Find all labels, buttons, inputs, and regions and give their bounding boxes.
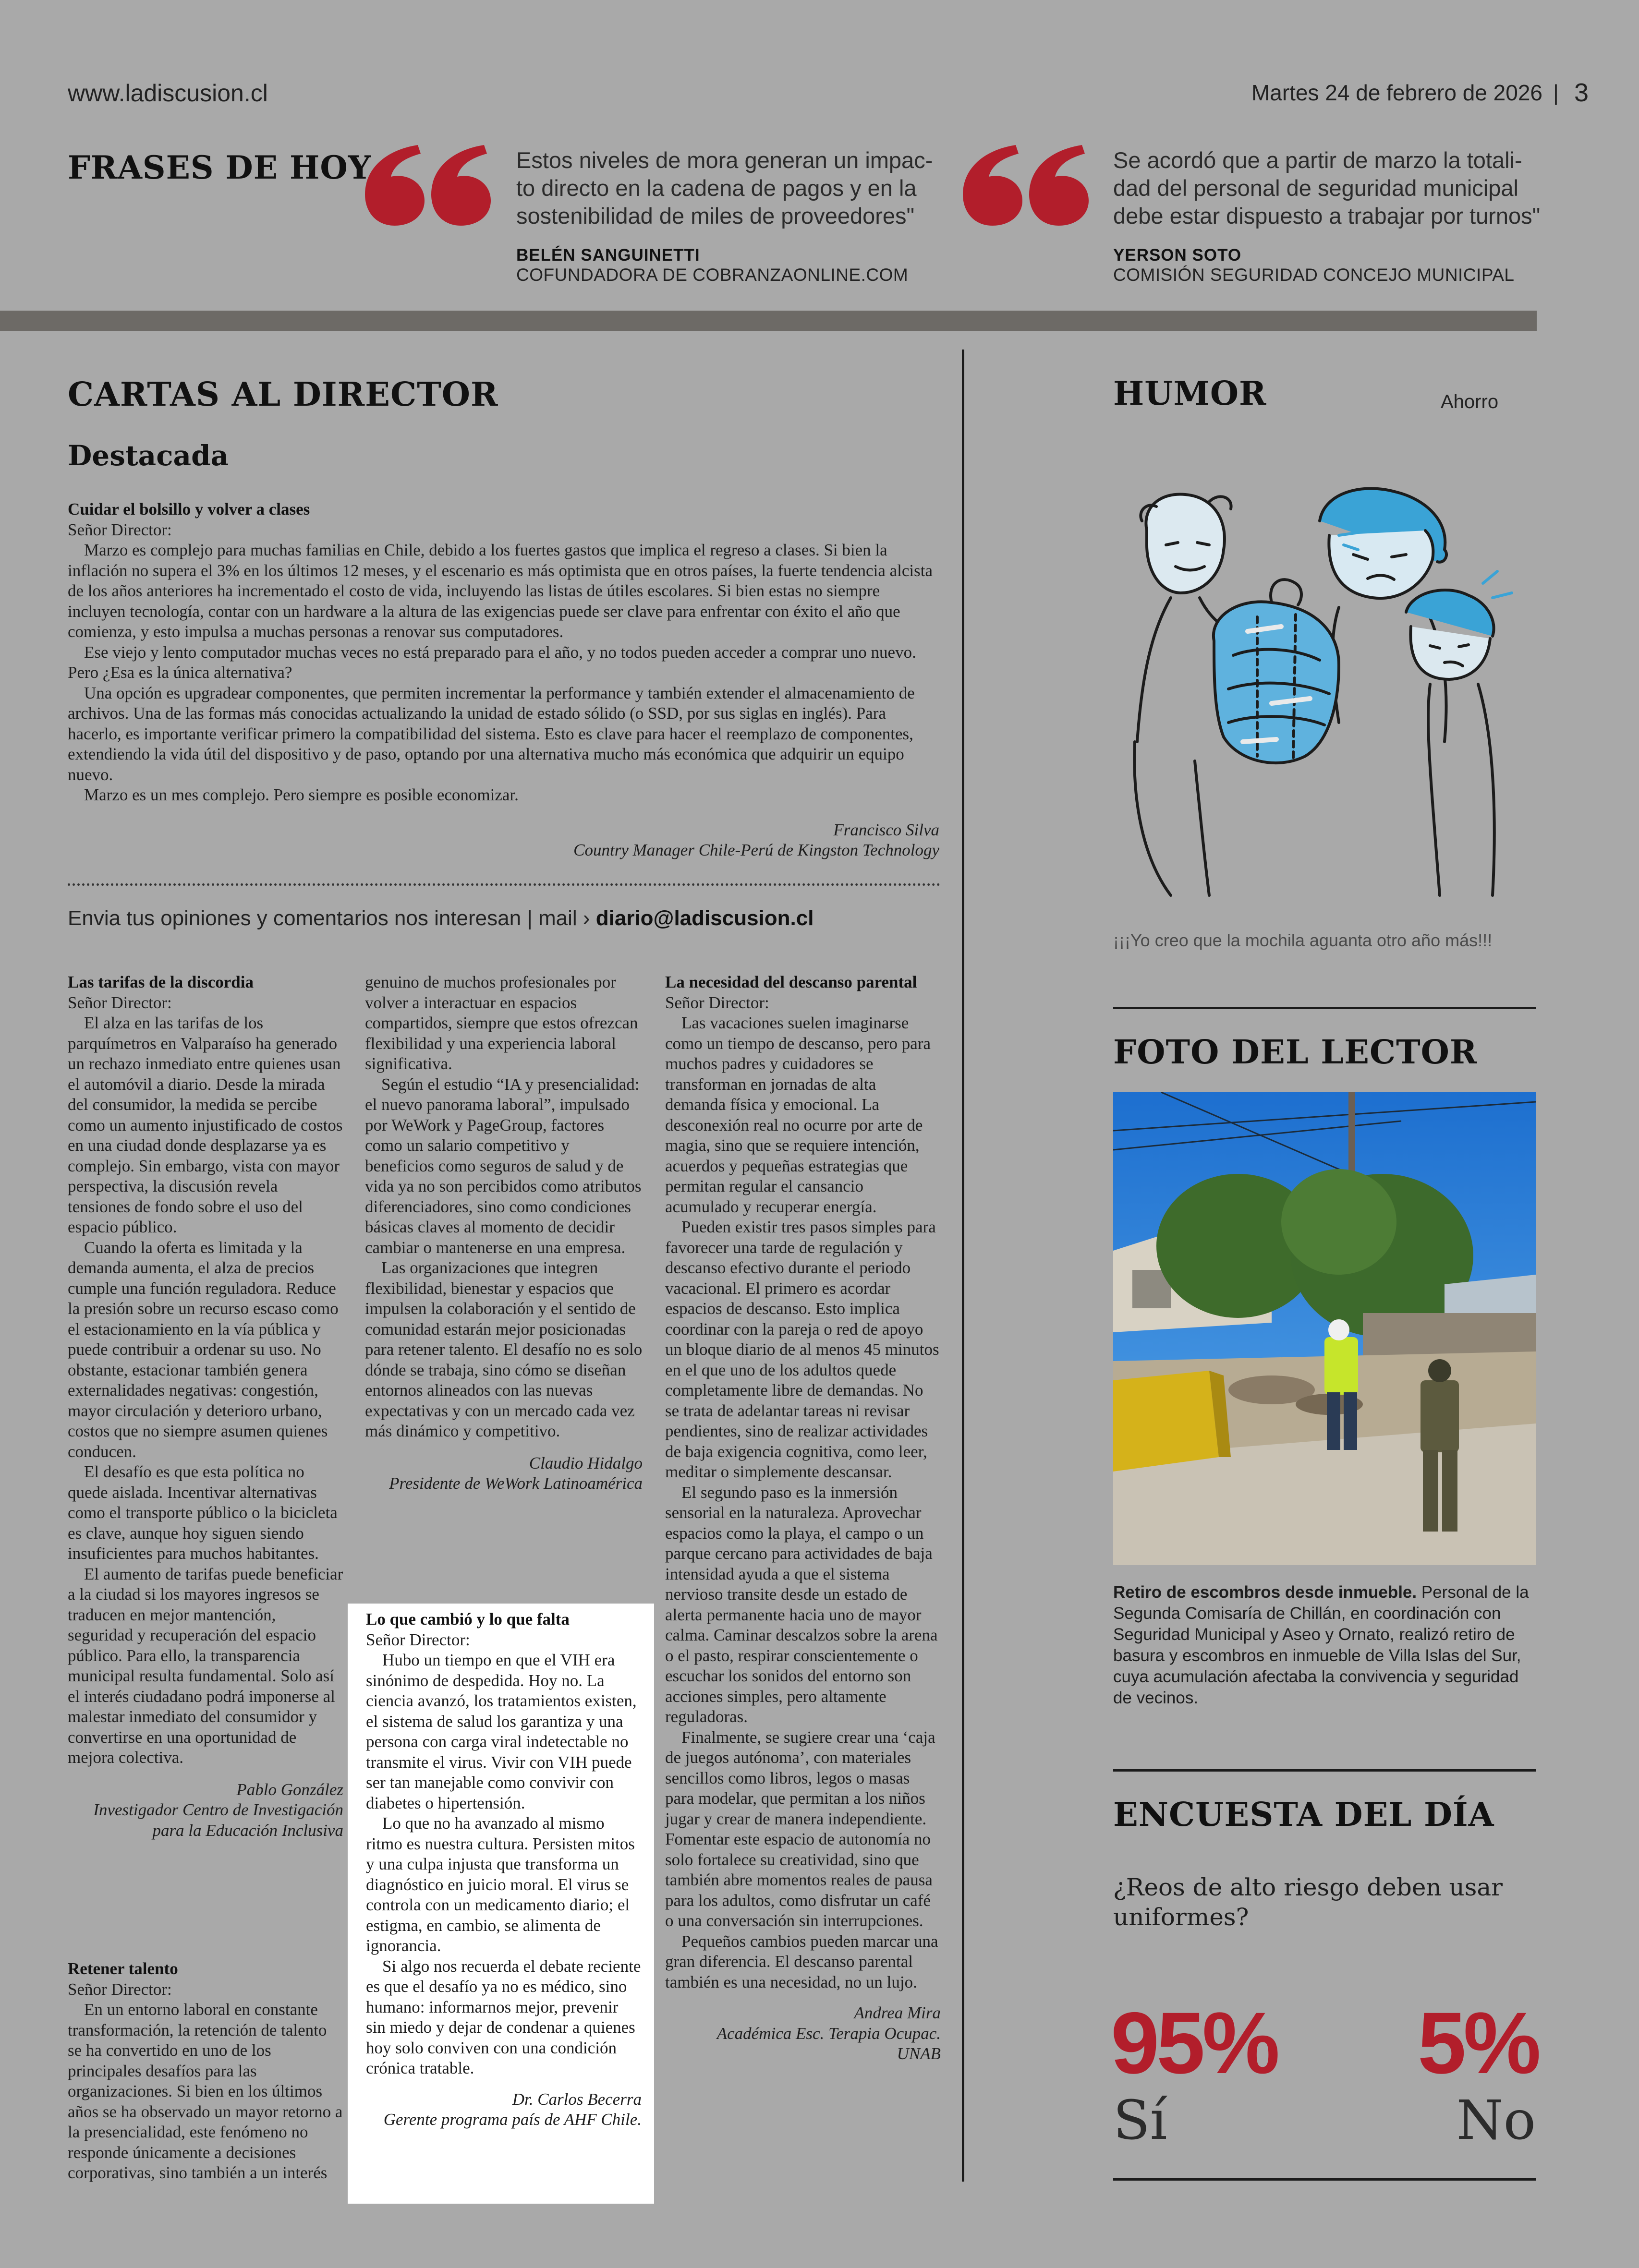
cartas-title: CARTAS AL DIRECTOR xyxy=(68,375,498,414)
contact-email-link[interactable]: diario@ladiscusion.cl xyxy=(595,906,814,930)
humor-title: HUMOR xyxy=(1113,374,1267,413)
poll-yes-label: Sí xyxy=(1113,2089,1167,2152)
paragraph: Las vacaciones suelen imaginarse como un tiempo de descanso, pero para muchos padres y cuidadores se transforman en jornadas de alta demanda física y emocional. La desconexión real no ocurre por arte de magia, sino que se requiere intención, acuerdos y pequeñas estrategias que permitan regular el cansancio acumulado y recuperar energía. xyxy=(665,1013,931,1216)
paragraph: Marzo es complejo para muchas familias en Chile, debido a los fuertes gastos que implica el regreso a clases. Si bien la inflación no supera el 3% en los últimos 12 meses, y el escenario es más optimista que en otros países, la fuerte tendencia alcista de los años anteriores ha incrementado el costo de vida, incluyendo las listas de útiles escolares. Si bien estas no siempre incluyen tecnología, contar con un hardware a la altura de las exigencias puede ser clave para enfrentar con éxito el año que comienza, y esto impulsa a muchas personas a renovar sus computadores. xyxy=(68,541,933,641)
paragraph: Marzo es un mes complejo. Pero siempre es posible economizar. xyxy=(84,785,519,804)
signature-name: Dr. Carlos Becerra xyxy=(512,2089,642,2109)
letter-talento-part1 xyxy=(68,1959,343,2184)
quote-mark-icon xyxy=(963,144,1089,226)
signature-role: para la Educación Inclusiva xyxy=(152,1821,343,1840)
signature-role: Investigador Centro de Investigación xyxy=(93,1800,343,1819)
signature-name: Andrea Mira xyxy=(854,2003,941,2022)
signature-role: Académica Esc. Terapia Ocupac. xyxy=(716,2024,941,2043)
salutation: Señor Director: xyxy=(366,1630,470,1649)
salutation: Señor Director: xyxy=(665,993,769,1012)
quote-1-role: COFUNDADORA DE COBRANZAONLINE.COM xyxy=(516,265,909,285)
issue-date: Martes 24 de febrero de 2026 xyxy=(1251,80,1542,105)
foto-lector-title: FOTO DEL LECTOR xyxy=(1113,1033,1478,1072)
paragraph: Una opción es upgradear componentes, que permiten incrementar la performance y también extender el almacenamiento de archivos. Una de las formas más conocidas actualizando la unidad de estado sólido (o SSD, por sus siglas en inglés). Para hacerlo, es importante verificar primero la compatibilidad del sistema. Esto es clave para hacer el reemplazo de componentes, extendiendo la vida útil del dispositivo y de paso, optando por una alternativa mucho más económica que adquirir un equipo nuevo. xyxy=(68,683,915,784)
poll-no-label: No xyxy=(1456,2089,1536,2152)
paragraph: Hubo un tiempo en que el VIH era sinónimo de despedida. Hoy no. La ciencia avanzó, los tratamientos existen, el sistema de salud los garantiza y una persona con carga viral indetectable no transmite el virus. Vivir con VIH puede ser tan manejable como convivir con diabetes o hipertensión. xyxy=(366,1651,637,1812)
paragraph: Según el estudio “IA y presencialidad: el nuevo panorama laboral”, impulsado por WeWork y PageGroup, factores como un salario competitivo y beneficios como seguros de salud y de vida ya no son percibidos como atributos diferenciadores, sino como condiciones básicas claves al momento de decidir cambiar o mantenerse en una empresa. xyxy=(365,1074,642,1257)
paragraph: Finalmente, se sugiere crear una ‘caja de juegos autónoma’, con materiales sencillos como libros, legos o masas para modelar, que permitan a los niños jugar y crear de manera independiente. Fomentar este espacio de autonomía no solo fortalece su creatividad, sino que también abre momentos reales de pausa para los adultos, como disfrutar un café o una conversación sin interrupciones. xyxy=(665,1727,935,1930)
paragraph: Si algo nos recuerda el debate reciente es que el desafío ya no es médico, sino humano: informarnos mejor, prevenir sin miedo y dejar de condenar a quienes hoy solo conviven con una condición crónica tratable. xyxy=(366,1956,641,2077)
encuesta-title: ENCUESTA DEL DÍA xyxy=(1113,1796,1494,1834)
dotted-separator xyxy=(68,883,940,886)
section-rule xyxy=(1113,1769,1536,1772)
signature-name: Pablo González xyxy=(236,1780,343,1799)
letter-title: Cuidar el bolsillo y volver a clases xyxy=(68,500,310,519)
letter-talento-part2 xyxy=(365,972,643,1494)
signature-role: UNAB xyxy=(897,2044,941,2063)
letter-tarifas xyxy=(68,972,343,1841)
date-separator: | xyxy=(1553,80,1559,105)
section-rule xyxy=(1113,1007,1536,1009)
quote-2-author: YERSON SOTO xyxy=(1113,246,1242,265)
paragraph: En un entorno laboral en constante transformación, la retención de talento se ha convertido en uno de los principales desafíos para las organizaciones. Si bien en los últimos años se ha observado un mayor retorno a la presencialidad, este fenómeno no responde únicamente a decisiones corporativas, sino también a un interés xyxy=(68,2000,343,2182)
salutation: Señor Director: xyxy=(68,520,172,539)
poll-yes-percent: 95% xyxy=(1111,1994,1277,2092)
quote-2-text: Se acordó que a partir de marzo la totali- dad del personal de seguridad municipal debe estar dispuesto a trabajar por turnos" xyxy=(1113,147,1541,229)
column-divider xyxy=(962,350,964,2182)
paragraph: El segundo paso es la inmersión sensorial en la naturaleza. Aprovechar espacios como la playa, el campo o un parque cercano para actividades de baja intensidad ayuda a que el sistema nervioso transite desde un estado de alerta permanente hacia uno de mayor calma. Caminar descalzos sobre la arena o el pasto, respirar conscientemente o escuchar los sonidos del entorno son acciones simples, pero altamente reguladoras. xyxy=(665,1483,938,1726)
signature-role: Country Manager Chile-Perú de Kingston Technology xyxy=(573,841,939,859)
paragraph: Ese viejo y lento computador muchas veces no está preparado para el año, y no todos pueden acceder a comprar uno nuevo. Pero ¿Esa es la única alternativa? xyxy=(68,642,916,682)
paragraph: Pueden existir tres pasos simples para favorecer una tarde de regulación y descanso efectivo durante el periodo vacacional. El primero es acordar espacios de descanso. Esto implica coordinar con la pareja o red de apoyo un bloque diario de al menos 45 minutos en el que uno de los adultos quede completamente libre de demandas. No se trata de adelantar tareas ni revisar pendientes, sino de realizar actividades de baja exigencia cognitiva, como leer, meditar o simplemente descansar. xyxy=(665,1218,939,1481)
paragraph: Las organizaciones que integren flexibilidad, bienestar y espacios que impulsen la colaboración y el sentido de comunidad estarán mejor posicionadas para retener talento. El desafío no es solo dónde se trabaja, sino cómo se diseñan entornos alineados con las nuevas expectativas y con un mercado cada vez más dinámico y competitivo. xyxy=(365,1258,643,1440)
reader-photo-caption: Retiro de escombros desde inmueble. Personal de la Segunda Comisaría de Chillán, en coordinación con Seguridad Municipal y Aseo y Ornato, realizó retiro de basura y escombros en inmueble de Villa Islas del Sur, cuya acumulación afectaba la convivencia y seguridad de vecinos. xyxy=(1113,1583,1529,1707)
paragraph: El desafío es que esta política no quede aislada. Incentivar alternativas como el transporte público o la bicicleta es clave, aunque hoy siguen siendo insuficientes para muchos habitantes. xyxy=(68,1462,338,1563)
quote-mark-icon xyxy=(365,144,491,226)
paragraph: Cuando la oferta es limitada y la demanda aumenta, el alza de precios cumple una función reguladora. Reduce la presión sobre un recurso escaso como el estacionamiento en la vía pública y puede contribuir a ordenar su uso. No obstante, estacionar también genera externalidades negativas: congestión, mayor circulación y deterioro urbano, costos que no siempre asumen quienes conducen. xyxy=(68,1238,339,1461)
poll-no-percent: 5% xyxy=(1417,1994,1538,2092)
salutation: Señor Director: xyxy=(68,1979,172,1999)
header-rule xyxy=(0,311,1537,331)
featured-label: Destacada xyxy=(68,439,229,472)
paragraph: El alza en las tarifas de los parquímetros en Valparaíso ha generado un rechazo inmediato entre quienes usan el automóvil a diario. Desde la mirada del consumidor, la medida se percibe como un aumento injustificado de costos en una ciudad donde desplazarse ya es complejo. Sin embargo, vista con mayor perspectiva, la discusión revela tensiones de fondo sobre el uso del espacio público. xyxy=(68,1013,343,1236)
quote-1-author: BELÉN SANGUINETTI xyxy=(516,246,700,265)
signature-role: Presidente de WeWork Latinoamérica xyxy=(389,1474,643,1493)
quote-1-text: Estos niveles de mora generan un impac- to directo en la cadena de pagos y en la sostenibilidad de miles de proveedores" xyxy=(516,147,933,229)
section-rule xyxy=(1113,2178,1536,2181)
letter-title: La necesidad del descanso parental xyxy=(665,973,917,991)
paragraph: Lo que no ha avanzado al mismo ritmo es nuestra cultura. Persisten mitos y una culpa injusta que transforma un diagnóstico en juicio moral. El virus se controla con un medicamento diario; el estigma, en cambio, se alimenta de ignorancia. xyxy=(366,1814,635,1955)
letter-title: Lo que cambió y lo que falta xyxy=(366,1610,570,1629)
frases-title: FRASES DE HOY xyxy=(68,149,372,186)
humor-caption: ¡¡¡Yo creo que la mochila aguanta otro año más!!! xyxy=(1113,930,1493,950)
quote-2-role: COMISIÓN SEGURIDAD CONCEJO MUNICIPAL xyxy=(1113,265,1515,285)
paragraph: genuino de muchos profesionales por volver a interactuar en espacios compartidos, siempre que estos ofrezcan flexibilidad y una experiencia laboral significativa. xyxy=(365,973,638,1073)
featured-letter xyxy=(68,499,939,861)
page-number: 3 xyxy=(1574,78,1589,107)
paragraph: Pequeños cambios pueden marcar una gran diferencia. El descanso parental también es una necesidad, no un lujo. xyxy=(665,1931,938,1991)
paragraph: El aumento de tarifas puede beneficiar a la ciudad si los mayores ingresos se traducen en mejor mantención, seguridad y recuperación del espacio público. Para ello, la transparencia municipal resulta fundamental. Solo así el interés ciudadano podrá imponerse al malestar inmediato del consumidor y convertirse en una oportunidad de mejora colectiva. xyxy=(68,1564,343,1767)
signature-name: Francisco Silva xyxy=(833,820,939,839)
humor-subtitle: Ahorro xyxy=(1441,391,1499,412)
site-url[interactable]: www.ladiscusion.cl xyxy=(68,80,268,107)
date-line xyxy=(1251,78,1589,108)
letter-descanso xyxy=(665,972,941,2064)
salutation: Señor Director: xyxy=(68,993,172,1012)
letter-title: Retener talento xyxy=(68,1959,178,1978)
letter-vih xyxy=(366,1609,642,2130)
reader-photo-image xyxy=(1113,1092,1536,1565)
poll-question: ¿Reos de alto riesgo deben usar uniformes? xyxy=(1113,1873,1503,1931)
letter-title: Las tarifas de la discordia xyxy=(68,973,254,991)
signature-name: Claudio Hidalgo xyxy=(529,1453,643,1472)
send-opinions-line: Envia tus opiniones y comentarios nos interesan | mail › diario@ladiscusion.cl xyxy=(68,906,814,930)
signature-role: Gerente programa país de AHF Chile. xyxy=(383,2110,642,2129)
humor-cartoon-image xyxy=(1113,473,1536,907)
